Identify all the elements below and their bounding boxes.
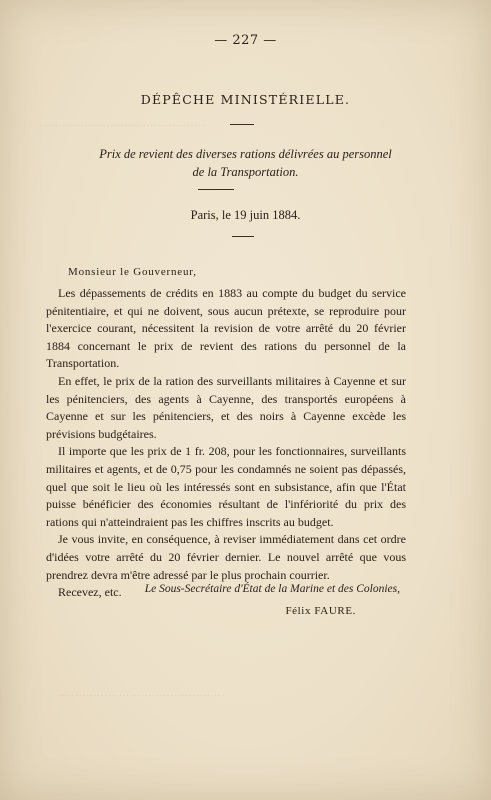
signature-name: Félix FAURE. xyxy=(285,605,356,617)
paragraph: Je vous invite, en conséquence, à reviser immédiatement dans cet ordre d'idées votre arrêté du 20 février dernier. Le nouvel arrêté que vous prendrez devra m'être adressé par le plus prochain courrier. xyxy=(46,532,406,582)
dateline: Paris, le 19 juin 1884. xyxy=(190,208,301,222)
letter-body xyxy=(46,285,406,602)
page-number: — 227 — xyxy=(214,33,277,48)
subtitle-divider xyxy=(198,189,234,190)
paragraph: En effet, le prix de la ration des surveillants militaires à Cayenne et sur les pénitenciers, des agents à Cayenne, des transportés européens à Cayenne et sur les pénitenciers, et des noirs à Cayenne excède les prévisions budgétaires. xyxy=(46,373,406,441)
show-through-text: ············································· xyxy=(60,690,225,702)
show-through-text: ············································· xyxy=(40,120,205,132)
subtitle-line: Prix de revient des diverses rations délivrées au personnel xyxy=(99,147,392,161)
title-divider xyxy=(230,124,254,125)
paragraph: Il importe que les prix de 1 fr. 208, pour les fonctionnaires, surveillants militaires et agents, et de 0,75 pour les condamnés ne soient pas dépassés, quel que soit le lieu où les intéressés sont en subsistance, afin que l'État puisse bénéficier des économies résultant de l'infériorité du prix des rations qui n'atteindraient pas les chiffres inscrits au budget. xyxy=(46,444,406,529)
document-title: DÉPÊCHE MINISTÉRIELLE. xyxy=(140,92,351,107)
paragraph: Les dépassements de crédits en 1883 au compte du budget du service pénitentiaire, et qui ne doivent, sous aucun prétexte, se reproduire pour l'exercice courant, nécessitent la revision de votre arrêté du 20 février 1884 concernant le prix de revient des rations du personnel de la Transportation. xyxy=(46,286,406,371)
signature-role: Le Sous-Secrétaire d'État de la Marine et des Colonies, xyxy=(144,583,400,595)
subtitle-line: de la Transportation. xyxy=(192,165,299,179)
closing: Recevez, etc. xyxy=(58,585,122,600)
dateline-divider xyxy=(232,236,254,237)
document-subtitle xyxy=(0,145,491,181)
salutation: Monsieur le Gouverneur, xyxy=(68,266,197,278)
